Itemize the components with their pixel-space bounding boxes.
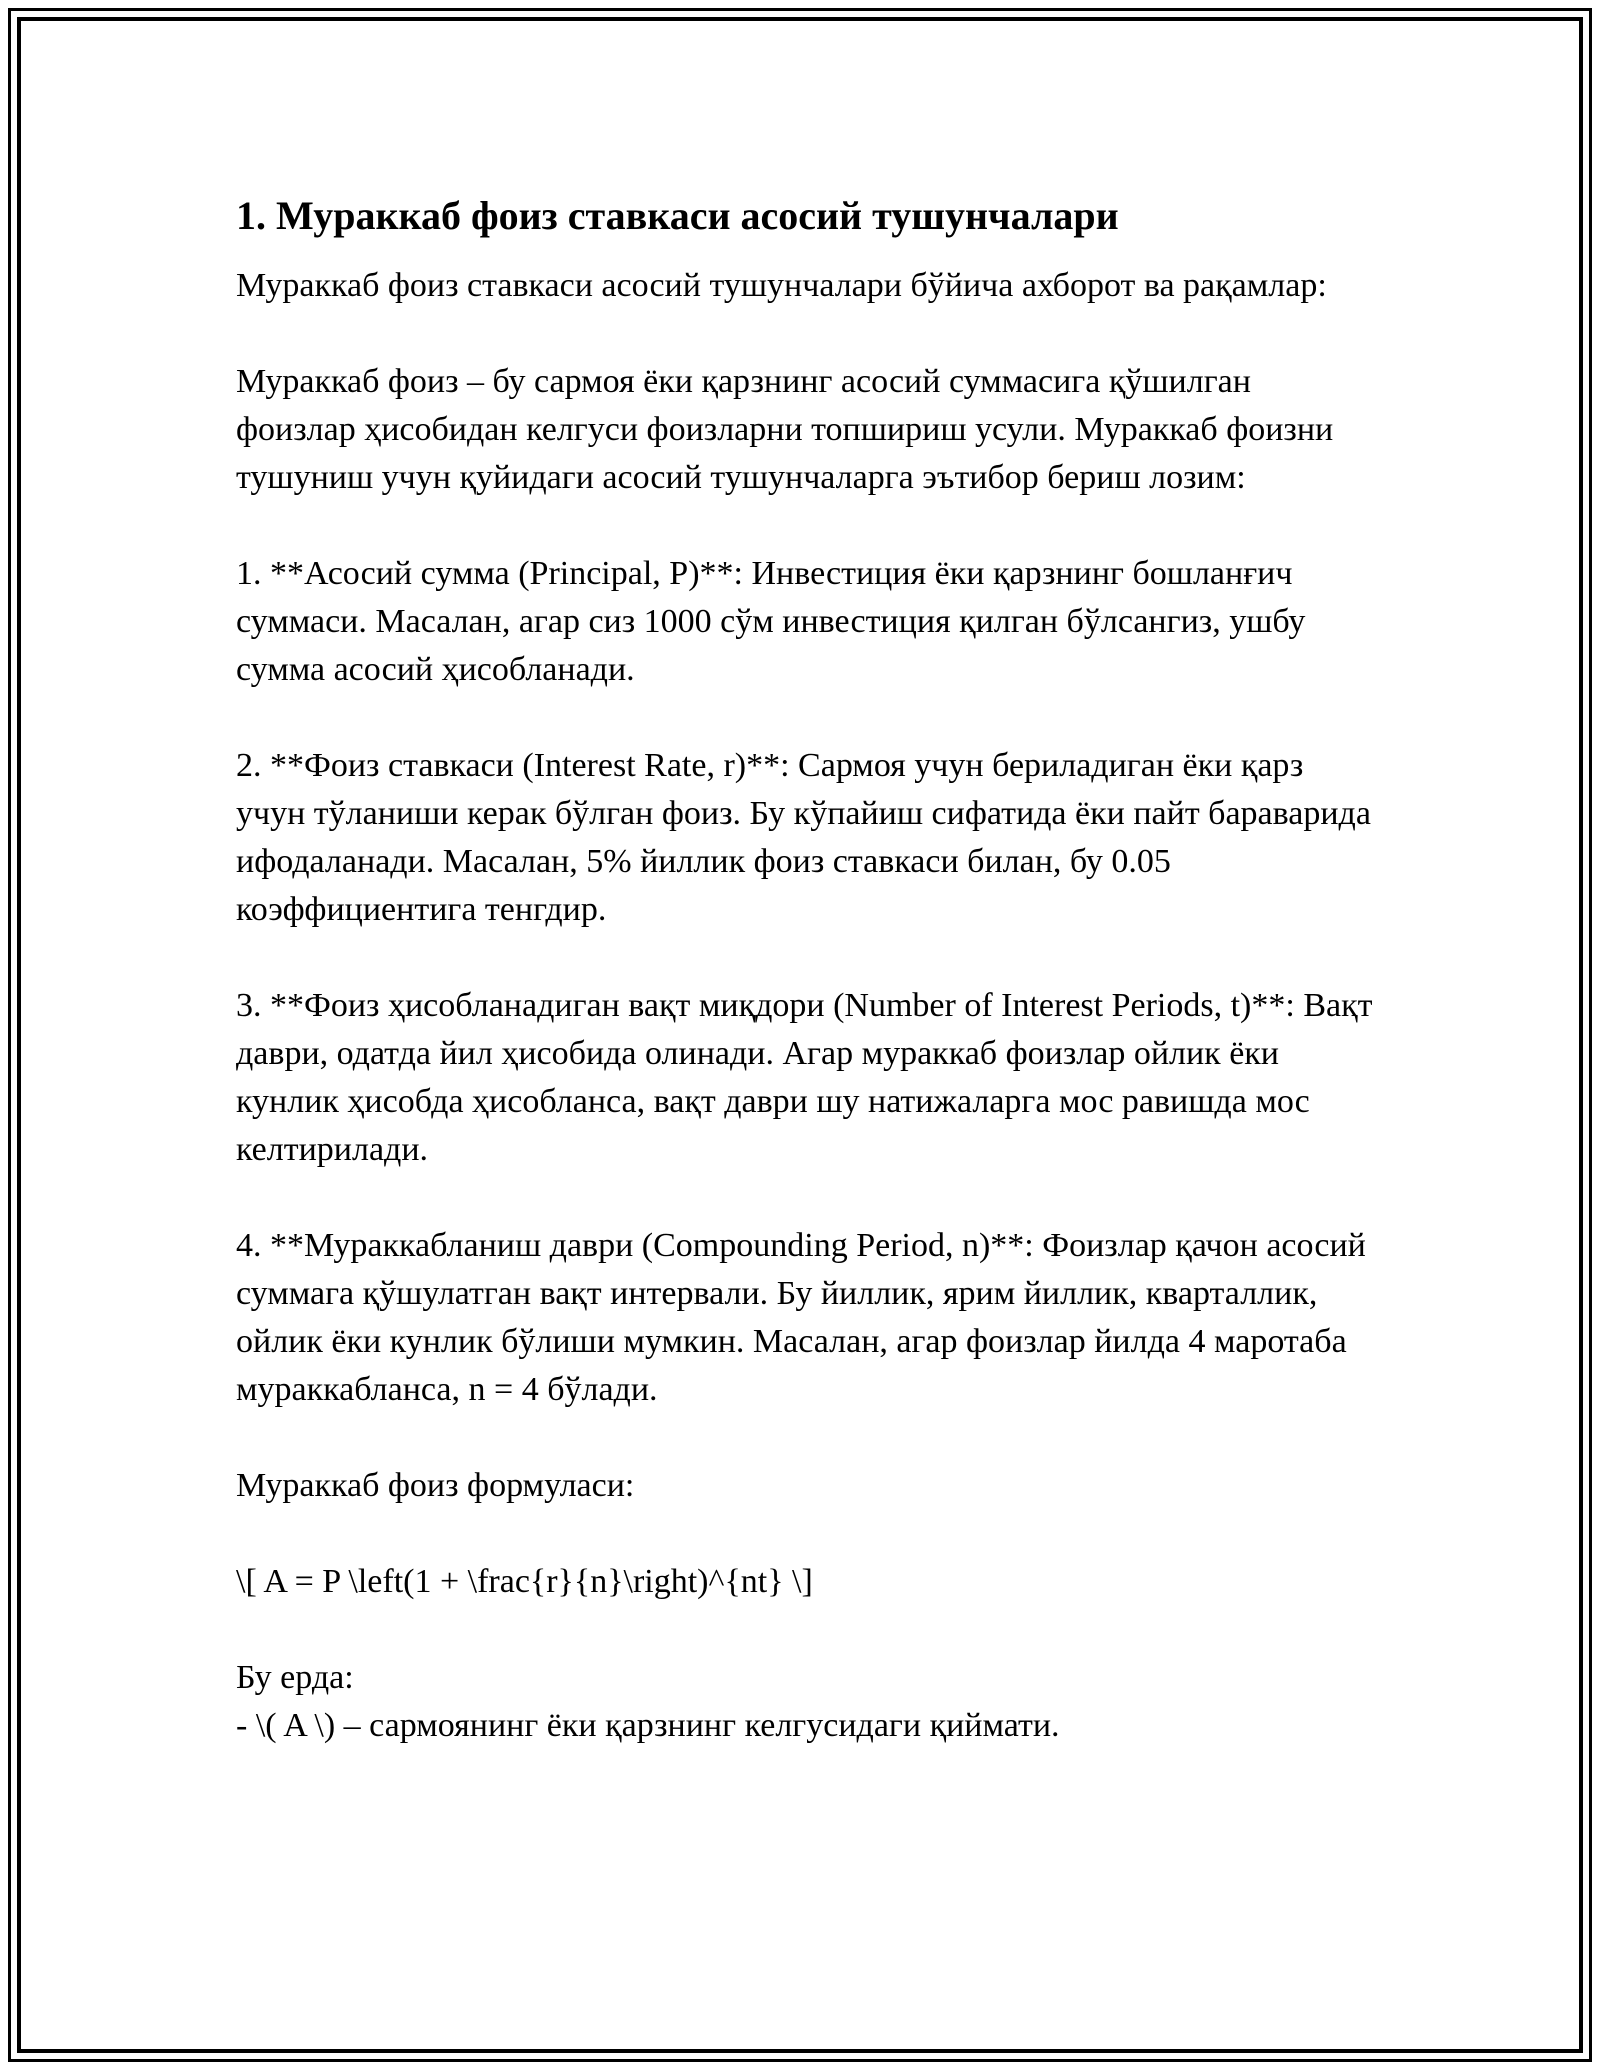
- where-item: - \( A \) – сармоянинг ёки қарзнинг келгусидаги қиймати.: [236, 1707, 1060, 1744]
- document-body: [236, 190, 1376, 1750]
- list-item-compounding-period: 4. **Мураккабланиш даври (Compounding Period, n)**: Фоизлар қачон асосий суммага қўшулатган вақт интервали. Бу йиллик, ярим йиллик, кварталлик, ойлик ёки кунлик бўлиши мумкин. Масалан, агар фоизлар йилда 4 маротаба мураккабланса, n = 4 бўлади.: [236, 1227, 1366, 1408]
- formula-label: Мураккаб фоиз формуласи:: [236, 1467, 635, 1504]
- list-item-principal: 1. **Асосий сумма (Principal, P)**: Инвестиция ёки қарзнинг бошланғич суммаси. Масалан, агар сиз 1000 сўм инвестиция қилган бўлсангиз, ушбу сумма асосий ҳисобланади.: [236, 555, 1306, 688]
- intro-paragraph: Мураккаб фоиз ставкаси асосий тушунчалари бўйича ахборот ва рақамлар:: [236, 267, 1327, 304]
- list-item-interest-periods: 3. **Фоиз ҳисобланадиган вақт миқдори (Number of Interest Periods, t)**: Вақт даври, одатда йил ҳисобида олинади. Агар мураккаб фоизлар ойлик ёки кунлик ҳисобда ҳисобланса, вақт даври шу натижаларга мос равишда мос келтирилади.: [236, 987, 1373, 1168]
- where-label: Бу ерда:: [236, 1659, 354, 1696]
- list-item-interest-rate: 2. **Фоиз ставкаси (Interest Rate, r)**: Сармоя учун бериладиган ёки қарз учун тўланиши керак бўлган фоиз. Бу кўпайиш сифатида ёки пайт бараварида ифодаланади. Масалан, 5% йиллик фоиз ставкаси билан, бу 0.05 коэффициентига тенгдир.: [236, 747, 1371, 928]
- formula-text: \[ A = P \left(1 + \frac{r}{n}\right)^{nt} \]: [236, 1563, 813, 1600]
- section-heading: 1. Мураккаб фоиз ставкаси асосий тушунчалари: [236, 193, 1119, 238]
- definition-paragraph: Мураккаб фоиз – бу сармоя ёки қарзнинг асосий суммасига қўшилган фоизлар ҳисобидан келгуси фоизларни топшириш усули. Мураккаб фоизни тушуниш учун қуйидаги асосий тушунчаларга эътибор бериш лозим:: [236, 363, 1334, 496]
